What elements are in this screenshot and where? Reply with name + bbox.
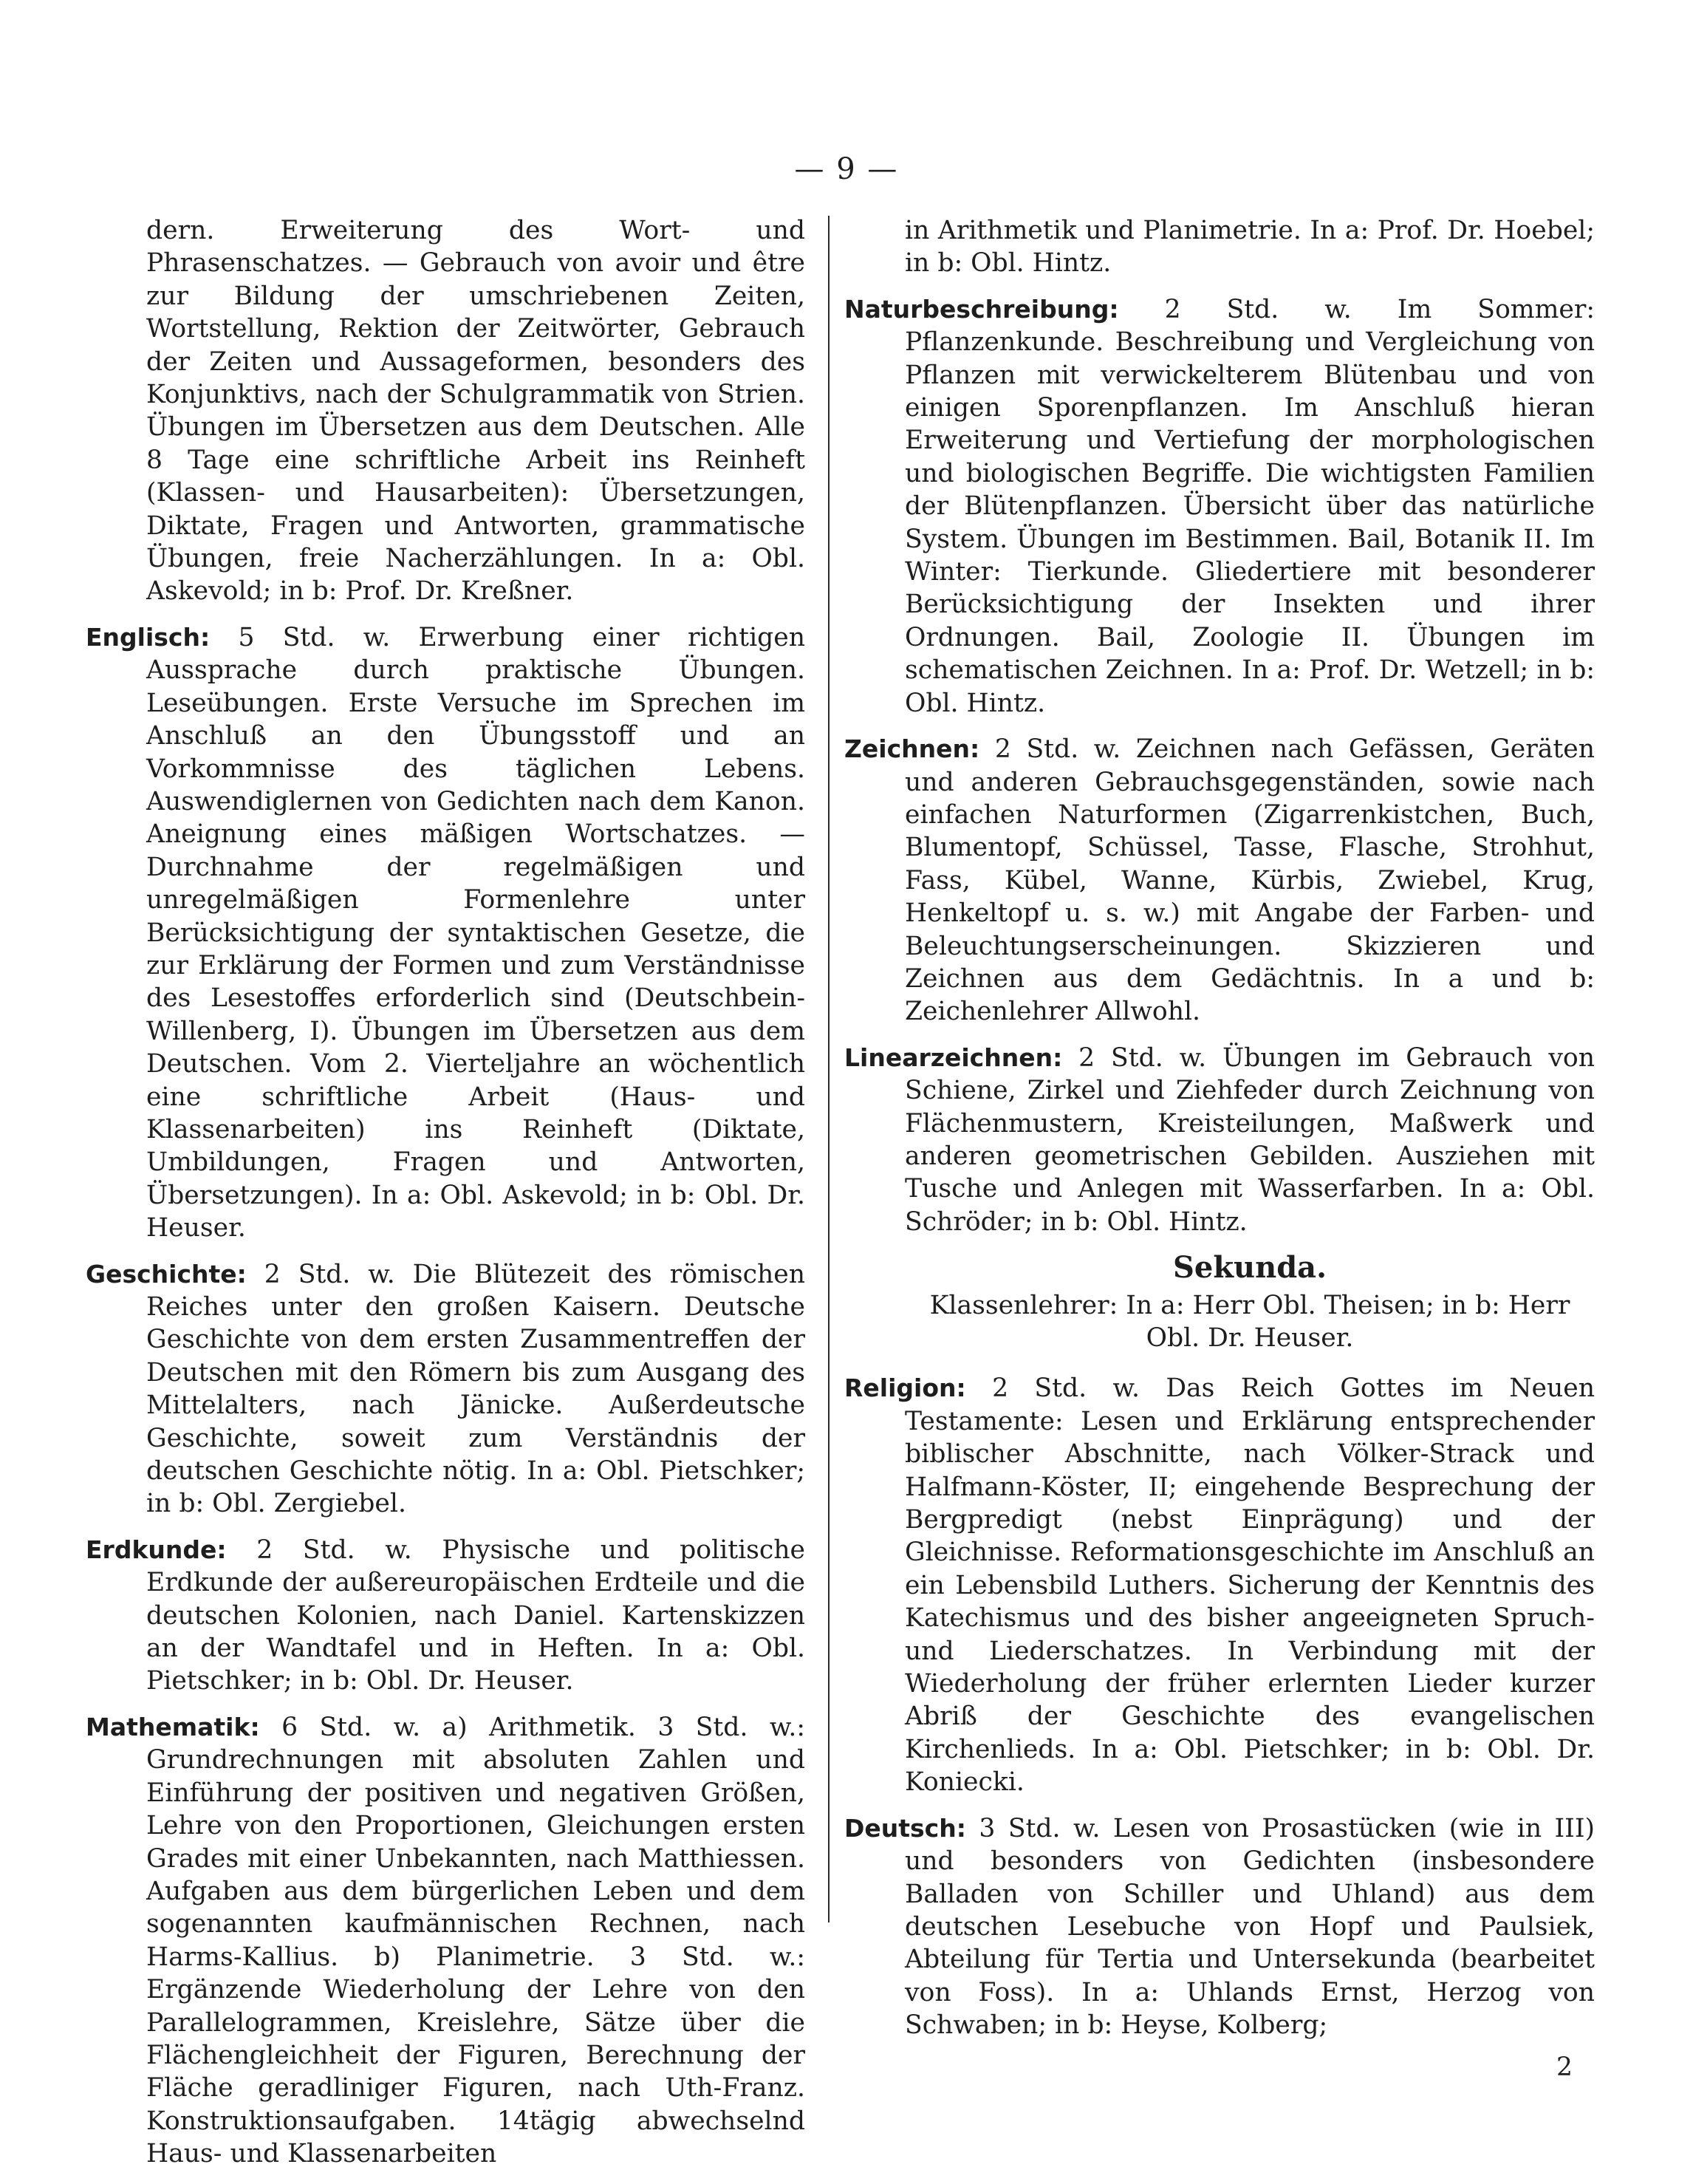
klassenlehrer-line: Klassenlehrer: In a: Herr Obl. Theisen; in b: Herr Obl. Dr. Heuser.: [929, 1290, 1570, 1353]
right-column: [844, 214, 1595, 2084]
mathematik-text: 6 Std. w. a) Arithmetik. 3 Std. w.: Grundrechnungen mit absoluten Zahlen und Einführung der positiven und negativen Größen, Lehre von den Proportionen, Gleichungen ersten Grades mit einer Unbekannten, nach Matthiessen. Aufgaben aus dem bürgerlichen Leben und dem sogenannten kaufmännischen Rechnen, nach Harms-Kallius. b) Planimetrie. 3 Std. w.: Ergänzende Wiederholung der Lehre von den Parallelogrammen, Kreislehre, Sätze über die Flächengleichheit der Figuren, Berechnung der Fläche geradliniger Figuren, nach Uth-Franz. Konstruktionsaufgaben. 14tägig abwechselnd Haus- und Klassenarbeiten: [146, 1712, 805, 2169]
zeichnen-entry: [844, 733, 1595, 1028]
naturbeschreibung-text: 2 Std. w. Im Sommer: Pflanzenkunde. Beschreibung und Vergleichung von Pflanzen mit verwickelterem Blütenbau und von einigen Sporenpflanzen. Im Anschluß hieran Erweiterung und Vertiefung der morphologischen und biologischen Begriffe. Die wichtigsten Familien der Blütenpflanzen. Übersicht über das natürliche System. Übungen im Bestimmen. Bail, Botanik II. Im Winter: Tierkunde. Gliedertiere mit besonderer Berücksichtigung der Insekten und ihrer Ordnungen. Bail, Zoologie II. Übungen im schematischen Zeichnen. In a: Prof. Dr. Wetzell; in b: Obl. Hintz.: [905, 294, 1595, 718]
englisch-text: 5 Std. w. Erwerbung einer richtigen Aussprache durch praktische Übungen. Leseübungen. Erste Versuche im Sprechen im Anschluß an den Übungsstoff und an Vorkommnisse des täglichen Lebens. Auswendiglernen von Gedichten nach dem Kanon. Aneignung eines mäßigen Wortschatzes. — Durchnahme der regelmäßigen und unregelmäßigen Formenlehre unter Berücksichtigung der syntaktischen Gesetze, die zur Erklärung der Formen und zum Verständnisse des Lesestoffes erforderlich sind (Deutschbein-Willenberg, I). Übungen im Übersetzen aus dem Deutschen. Vom 2. Vierteljahre an wöchentlich eine schriftliche Arbeit (Haus- und Klassenarbeiten) ins Reinheft (Diktate, Umbildungen, Fragen und Antworten, Übersetzungen). In a: Obl. Askevold; in b: Obl. Dr. Heuser.: [146, 622, 805, 1243]
erdkunde-text: 2 Std. w. Physische und politische Erdkunde der außereuropäischen Erdteile und die deutschen Kolonien, nach Daniel. Kartenskizzen an der Wandtafel und in Heften. In a: Obl. Pietschker; in b: Obl. Dr. Heuser.: [146, 1535, 805, 1696]
deutsch-text: 3 Std. w. Lesen von Prosastücken (wie in III) und besonders von Gedichten (insbesondere Balladen von Schiller und Uhland) aus dem deutschen Lesebuche von Hopf und Paulsiek, Abteilung für Tertia und Untersekunda (bearbeitet von Foss). In a: Uhlands Ernst, Herzog von Schwaben; in b: Heyse, Kolberg;: [905, 1813, 1595, 2041]
religion-label: Religion:: [844, 1373, 966, 1403]
left-column: [86, 214, 805, 2184]
page-number: — 9 —: [794, 152, 899, 186]
mathematik-continuation: in Arithmetik und Planimetrie. In a: Prof. Dr. Hoebel; in b: Obl. Hintz.: [905, 216, 1595, 279]
religion-text: 2 Std. w. Das Reich Gottes im Neuen Testamente: Lesen und Erklärung entsprechender biblischer Abschnitte, nach Völker-Strack und Halfmann-Köster, II; eingehende Besprechung der Bergpredigt (nebst Einprägung) und der Gleichnisse. Reformationsgeschichte im Anschluß an ein Lebensbild Luthers. Sicherung der Kenntnis des Katechismus und des bisher angeeigneten Spruch- und Liederschatzes. In Verbindung mit der Wiederholung der früher erlernten Lieder kurzer Abriß der Geschichte des evangelischen Kirchenlieds. In a: Obl. Pietschker; in b: Obl. Dr. Koniecki.: [905, 1373, 1595, 1798]
mathematik-label: Mathematik:: [86, 1712, 260, 1741]
geschichte-label: Geschichte:: [86, 1259, 247, 1289]
column-divider: [828, 216, 830, 1922]
naturbeschreibung-label: Naturbeschreibung:: [844, 294, 1119, 324]
deutsch-continuation: dern. Erweiterung des Wort- und Phrasenschatzes. — Gebrauch von avoir und être zur Bildung der umschriebenen Zeiten, Wortstellung, Rektion der Zeitwörter, Gebrauch der Zeiten und Aussageformen, besonders des Konjunktivs, nach der Schulgrammatik von Strien. Übungen im Übersetzen aus dem Deutschen. Alle 8 Tage eine schriftliche Arbeit ins Reinheft (Klassen- und Hausarbeiten): Übersetzungen, Diktate, Fragen und Antworten, grammatische Übungen, freie Nacherzählungen. In a: Obl. Askevold; in b: Prof. Dr. Kreßner.: [146, 216, 805, 607]
englisch-label: Englisch:: [86, 622, 211, 652]
linearzeichnen-text: 2 Std. w. Übungen im Gebrauch von Schiene, Zirkel und Ziehfeder durch Zeichnung von Flächenmustern, Kreisteilungen, Maßwerk und anderen geometrischen Gebilden. Ausziehen mit Tusche und Anlegen mit Wasserfarben. In a: Obl. Schröder; in b: Obl. Hintz.: [905, 1042, 1595, 1237]
englisch-entry: [86, 621, 805, 1245]
section-heading-sekunda: Sekunda.: [1172, 1250, 1327, 1286]
signature-mark: 2: [1556, 2052, 1573, 2082]
zeichnen-text: 2 Std. w. Zeichnen nach Gefässen, Geräten und anderen Gebrauchsgegenständen, sowie nach einfachen Naturformen (Zigarrenkistchen, Buch, Blumentopf, Schüssel, Tasse, Flasche, Strohhut, Fass, Kübel, Wanne, Kürbis, Zwiebel, Krug, Henkeltopf u. s. w.) mit Angabe der Farben- und Beleuchtungserscheinungen. Skizzieren und Zeichnen aus dem Gedächtnis. In a und b: Zeichenlehrer Allwohl.: [905, 734, 1595, 1027]
deutsch-label: Deutsch:: [844, 1813, 966, 1843]
linearzeichnen-label: Linearzeichnen:: [844, 1042, 1063, 1072]
religion-entry: [844, 1372, 1595, 1798]
erdkunde-label: Erdkunde:: [86, 1535, 227, 1564]
linearzeichnen-entry: [844, 1042, 1595, 1238]
geschichte-entry: [86, 1258, 805, 1521]
geschichte-text: 2 Std. w. Die Blütezeit des römischen Reiches unter den großen Kaisern. Deutsche Geschichte von dem ersten Zusammentreffen der Deutschen mit den Römern bis zum Ausgang des Mittelalters, nach Jänicke. Außerdeutsche Geschichte, soweit zum Verständnis der deutschen Geschichte nötig. In a: Obl. Pietschker; in b: Obl. Zergiebel.: [146, 1259, 805, 1519]
mathematik-entry: [86, 1711, 805, 2171]
erdkunde-entry: [86, 1534, 805, 1698]
zeichnen-label: Zeichnen:: [844, 734, 980, 764]
naturbeschreibung-entry: [844, 293, 1595, 720]
deutsch-entry: [844, 1812, 1595, 2042]
